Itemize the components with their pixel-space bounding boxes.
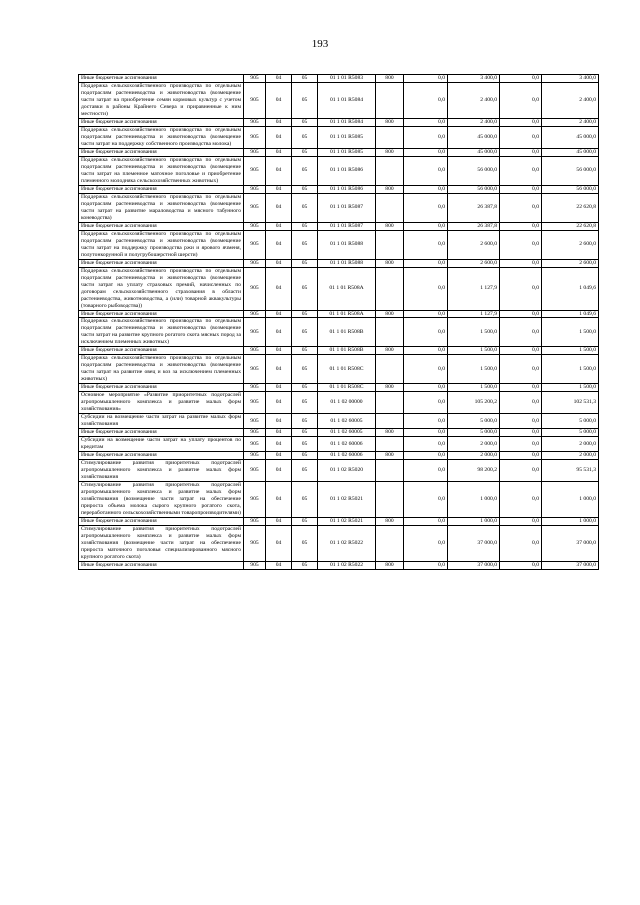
- table-row: [79, 185, 599, 193]
- row-subsection: 05: [292, 318, 318, 347]
- row-value-1: 0,0: [404, 318, 448, 347]
- row-name: Стимулирование развития приоритетных подотраслей агропромышленного комплекса и развитие малых форм хозяйствования (возмещение части затрат на обеспечение прироста маточного поголовья специализированного мясного крупного рогатого скота): [79, 526, 244, 562]
- row-subsection: 05: [292, 561, 318, 569]
- row-value-4: 37 000,0: [542, 526, 599, 562]
- table-row: [79, 156, 599, 185]
- row-section: 04: [266, 230, 292, 259]
- row-expense-type: [376, 460, 404, 482]
- row-value-2: 2 600,0: [448, 259, 500, 267]
- row-value-4: 2 600,0: [542, 230, 599, 259]
- row-section: 04: [266, 310, 292, 318]
- row-section: 04: [266, 482, 292, 518]
- row-value-4: 2 000,0: [542, 452, 599, 460]
- budget-table: [78, 74, 599, 570]
- row-section: 04: [266, 185, 292, 193]
- row-section: 04: [266, 318, 292, 347]
- row-value-3: 0,0: [500, 355, 542, 384]
- row-value-2: 1 127,9: [448, 310, 500, 318]
- row-subsection: 05: [292, 82, 318, 118]
- row-name: Иные бюджетные ассигнования: [79, 561, 244, 569]
- row-value-3: 0,0: [500, 384, 542, 392]
- row-value-2: 1 500,0: [448, 355, 500, 384]
- row-value-2: 37 000,0: [448, 561, 500, 569]
- row-value-4: 2 600,0: [542, 259, 599, 267]
- row-value-4: 3 400,0: [542, 75, 599, 83]
- row-target-article: 01 1 01 R5084: [318, 118, 376, 126]
- table-row: [79, 355, 599, 384]
- row-section: 04: [266, 156, 292, 185]
- row-target-article: 01 1 02 R5022: [318, 561, 376, 569]
- table-row: [79, 518, 599, 526]
- row-subsection: 05: [292, 429, 318, 437]
- row-value-1: 0,0: [404, 392, 448, 414]
- row-value-2: 2 600,0: [448, 230, 500, 259]
- row-value-4: 5 000,0: [542, 429, 599, 437]
- row-target-article: 01 1 01 R508C: [318, 355, 376, 384]
- row-target-article: 01 1 02 R5020: [318, 460, 376, 482]
- row-grbs: 905: [244, 518, 266, 526]
- row-value-4: 22 620,8: [542, 222, 599, 230]
- row-section: 04: [266, 561, 292, 569]
- row-section: 04: [266, 414, 292, 429]
- row-expense-type: 800: [376, 384, 404, 392]
- table-row: [79, 259, 599, 267]
- row-expense-type: [376, 82, 404, 118]
- row-target-article: 01 1 01 R5086: [318, 185, 376, 193]
- row-value-1: 0,0: [404, 355, 448, 384]
- row-expense-type: [376, 193, 404, 222]
- row-value-2: 5 000,0: [448, 414, 500, 429]
- row-value-3: 0,0: [500, 126, 542, 148]
- row-target-article: 01 1 01 R5086: [318, 156, 376, 185]
- row-value-4: 1 049,6: [542, 267, 599, 310]
- row-value-2: 56 000,0: [448, 185, 500, 193]
- row-expense-type: [376, 392, 404, 414]
- row-subsection: 05: [292, 414, 318, 429]
- row-section: 04: [266, 392, 292, 414]
- table-row: [79, 429, 599, 437]
- row-value-1: 0,0: [404, 82, 448, 118]
- row-value-1: 0,0: [404, 518, 448, 526]
- row-target-article: 01 1 02 60005: [318, 429, 376, 437]
- row-value-2: 1 000,0: [448, 482, 500, 518]
- row-name: Иные бюджетные ассигнования: [79, 259, 244, 267]
- row-expense-type: [376, 318, 404, 347]
- row-grbs: 905: [244, 310, 266, 318]
- row-value-1: 0,0: [404, 414, 448, 429]
- row-expense-type: 800: [376, 347, 404, 355]
- row-value-2: 56 000,0: [448, 156, 500, 185]
- row-subsection: 05: [292, 75, 318, 83]
- row-value-1: 0,0: [404, 526, 448, 562]
- row-value-2: 2 400,0: [448, 118, 500, 126]
- row-grbs: 905: [244, 156, 266, 185]
- table-row: [79, 193, 599, 222]
- row-section: 04: [266, 267, 292, 310]
- row-subsection: 05: [292, 193, 318, 222]
- row-subsection: 05: [292, 148, 318, 156]
- row-expense-type: [376, 437, 404, 452]
- row-section: 04: [266, 259, 292, 267]
- row-subsection: 05: [292, 392, 318, 414]
- row-value-2: 1 500,0: [448, 384, 500, 392]
- row-target-article: 01 1 02 60005: [318, 414, 376, 429]
- row-target-article: 01 1 01 R5085: [318, 126, 376, 148]
- row-section: 04: [266, 118, 292, 126]
- row-value-4: 37 000,0: [542, 561, 599, 569]
- row-grbs: 905: [244, 526, 266, 562]
- row-target-article: 01 1 02 R5021: [318, 518, 376, 526]
- table-row: [79, 75, 599, 83]
- row-value-3: 0,0: [500, 148, 542, 156]
- row-value-2: 1 127,9: [448, 267, 500, 310]
- row-name: Субсидии на возмещение части затрат на уплату процентов по кредитам: [79, 437, 244, 452]
- row-value-1: 0,0: [404, 118, 448, 126]
- row-subsection: 05: [292, 526, 318, 562]
- row-grbs: 905: [244, 230, 266, 259]
- row-value-3: 0,0: [500, 185, 542, 193]
- row-value-3: 0,0: [500, 482, 542, 518]
- row-value-2: 5 000,0: [448, 429, 500, 437]
- row-section: 04: [266, 82, 292, 118]
- row-grbs: 905: [244, 193, 266, 222]
- row-expense-type: 800: [376, 429, 404, 437]
- row-expense-type: 800: [376, 118, 404, 126]
- table-row: [79, 222, 599, 230]
- row-name: Иные бюджетные ассигнования: [79, 429, 244, 437]
- row-section: 04: [266, 526, 292, 562]
- row-value-4: 22 620,8: [542, 193, 599, 222]
- row-subsection: 05: [292, 482, 318, 518]
- row-section: 04: [266, 518, 292, 526]
- row-subsection: 05: [292, 518, 318, 526]
- row-value-2: 105 200,2: [448, 392, 500, 414]
- row-value-1: 0,0: [404, 452, 448, 460]
- row-subsection: 05: [292, 126, 318, 148]
- row-expense-type: 800: [376, 310, 404, 318]
- row-subsection: 05: [292, 230, 318, 259]
- row-value-3: 0,0: [500, 230, 542, 259]
- row-value-4: 2 400,0: [542, 82, 599, 118]
- row-value-3: 0,0: [500, 118, 542, 126]
- row-subsection: 05: [292, 452, 318, 460]
- row-value-4: 56 000,0: [542, 185, 599, 193]
- row-grbs: 905: [244, 460, 266, 482]
- row-value-4: 5 000,0: [542, 414, 599, 429]
- row-target-article: 01 1 01 R5088: [318, 230, 376, 259]
- row-value-4: 1 500,0: [542, 384, 599, 392]
- row-value-1: 0,0: [404, 460, 448, 482]
- row-value-4: 2 400,0: [542, 118, 599, 126]
- row-grbs: 905: [244, 185, 266, 193]
- row-value-2: 45 000,0: [448, 126, 500, 148]
- table-row: [79, 414, 599, 429]
- table-row: [79, 118, 599, 126]
- row-value-2: 26 387,8: [448, 193, 500, 222]
- table-row: [79, 526, 599, 562]
- row-subsection: 05: [292, 185, 318, 193]
- row-grbs: 905: [244, 82, 266, 118]
- row-target-article: 01 1 01 R5088: [318, 259, 376, 267]
- row-expense-type: [376, 126, 404, 148]
- row-value-3: 0,0: [500, 267, 542, 310]
- row-value-2: 98 200,2: [448, 460, 500, 482]
- row-name: Иные бюджетные ассигнования: [79, 518, 244, 526]
- row-value-3: 0,0: [500, 75, 542, 83]
- row-value-1: 0,0: [404, 437, 448, 452]
- row-grbs: 905: [244, 384, 266, 392]
- row-value-1: 0,0: [404, 222, 448, 230]
- row-target-article: 01 1 02 60006: [318, 437, 376, 452]
- row-subsection: 05: [292, 355, 318, 384]
- row-value-1: 0,0: [404, 482, 448, 518]
- row-subsection: 05: [292, 118, 318, 126]
- row-subsection: 05: [292, 384, 318, 392]
- row-value-3: 0,0: [500, 222, 542, 230]
- row-grbs: 905: [244, 118, 266, 126]
- row-name: Стимулирование развития приоритетных подотраслей агропромышленного комплекса и развитие малых форм хозяйствования: [79, 460, 244, 482]
- row-grbs: 905: [244, 452, 266, 460]
- row-value-1: 0,0: [404, 429, 448, 437]
- row-name: Поддержка сельскохозяйственного производства по отдельным подотраслям растениеводства и животноводства (возмещение части затрат на поддержку собственного производства молока): [79, 126, 244, 148]
- row-value-2: 26 387,8: [448, 222, 500, 230]
- row-value-1: 0,0: [404, 347, 448, 355]
- table-row: [79, 482, 599, 518]
- row-value-2: 3 400,0: [448, 75, 500, 83]
- row-subsection: 05: [292, 347, 318, 355]
- table-row: [79, 310, 599, 318]
- row-section: 04: [266, 452, 292, 460]
- row-name: Иные бюджетные ассигнования: [79, 452, 244, 460]
- row-value-1: 0,0: [404, 310, 448, 318]
- row-section: 04: [266, 193, 292, 222]
- row-value-3: 0,0: [500, 347, 542, 355]
- row-value-1: 0,0: [404, 185, 448, 193]
- row-value-2: 2 000,0: [448, 452, 500, 460]
- row-subsection: 05: [292, 267, 318, 310]
- row-value-1: 0,0: [404, 230, 448, 259]
- row-value-3: 0,0: [500, 82, 542, 118]
- row-expense-type: [376, 414, 404, 429]
- row-target-article: 01 1 02 60006: [318, 452, 376, 460]
- row-expense-type: [376, 526, 404, 562]
- row-name: Иные бюджетные ассигнования: [79, 384, 244, 392]
- table-row: [79, 318, 599, 347]
- row-grbs: 905: [244, 355, 266, 384]
- row-grbs: 905: [244, 429, 266, 437]
- row-target-article: 01 1 01 R508C: [318, 384, 376, 392]
- row-grbs: 905: [244, 318, 266, 347]
- table-row: [79, 437, 599, 452]
- row-name: Стимулирование развития приоритетных подотраслей агропромышленного комплекса и развитие малых форм хозяйствования (возмещение части затрат на обеспечение прироста объема молока сырого крупного рогатого скота, переработанного сельскохозяйственными товаропроизводителями): [79, 482, 244, 518]
- row-expense-type: 800: [376, 148, 404, 156]
- row-section: 04: [266, 429, 292, 437]
- row-value-2: 45 000,0: [448, 148, 500, 156]
- row-value-4: 1 500,0: [542, 318, 599, 347]
- row-value-1: 0,0: [404, 156, 448, 185]
- row-value-3: 0,0: [500, 429, 542, 437]
- table-row: [79, 384, 599, 392]
- row-expense-type: [376, 355, 404, 384]
- row-name: Субсидии на возмещение части затрат на развитие малых форм хозяйствования: [79, 414, 244, 429]
- row-value-1: 0,0: [404, 148, 448, 156]
- page-number: 193: [311, 38, 329, 50]
- table-row: [79, 392, 599, 414]
- row-value-3: 0,0: [500, 193, 542, 222]
- row-target-article: 01 1 01 R5083: [318, 75, 376, 83]
- table-row: [79, 347, 599, 355]
- row-value-4: 102 531,3: [542, 392, 599, 414]
- row-expense-type: [376, 482, 404, 518]
- row-expense-type: 800: [376, 222, 404, 230]
- row-value-3: 0,0: [500, 156, 542, 185]
- row-grbs: 905: [244, 392, 266, 414]
- row-target-article: 01 1 01 R5087: [318, 193, 376, 222]
- row-value-2: 2 000,0: [448, 437, 500, 452]
- row-name: Поддержка сельскохозяйственного производства по отдельным подотраслям растениеводства и животноводства (возмещение части затрат на приобретение семян кормовых культур с учетом доставки в районы Крайнего Севера и приравненные к ним местности): [79, 82, 244, 118]
- row-name: Основное мероприятие «Развитие приоритетных подотраслей агропромышленного комплекса и развитие малых форм хозяйствования»: [79, 392, 244, 414]
- row-name: Поддержка сельскохозяйственного производства по отдельным подотраслям растениеводства и животноводства (возмещение части затрат на развитие крупного рогатого скота мясных пород за исключением племенных животных): [79, 318, 244, 347]
- table-row: [79, 126, 599, 148]
- row-section: 04: [266, 460, 292, 482]
- row-subsection: 05: [292, 156, 318, 185]
- row-value-1: 0,0: [404, 561, 448, 569]
- row-subsection: 05: [292, 437, 318, 452]
- table-row: [79, 148, 599, 156]
- row-section: 04: [266, 126, 292, 148]
- table-row: [79, 230, 599, 259]
- row-value-2: 2 400,0: [448, 82, 500, 118]
- row-target-article: 01 1 01 R508B: [318, 347, 376, 355]
- row-value-3: 0,0: [500, 259, 542, 267]
- row-value-4: 1 500,0: [542, 347, 599, 355]
- row-name: Поддержка сельскохозяйственного производства по отдельным подотраслям растениеводства и животноводства (возмещение части затрат на развитие мараловодства и мясного табунного коневодства): [79, 193, 244, 222]
- row-value-1: 0,0: [404, 384, 448, 392]
- row-expense-type: 800: [376, 75, 404, 83]
- row-grbs: 905: [244, 126, 266, 148]
- row-value-4: 56 000,0: [542, 156, 599, 185]
- row-value-3: 0,0: [500, 310, 542, 318]
- row-value-4: 45 000,0: [542, 148, 599, 156]
- row-grbs: 905: [244, 222, 266, 230]
- row-section: 04: [266, 222, 292, 230]
- row-section: 04: [266, 75, 292, 83]
- row-section: 04: [266, 148, 292, 156]
- row-value-3: 0,0: [500, 518, 542, 526]
- row-name: Иные бюджетные ассигнования: [79, 222, 244, 230]
- row-name: Иные бюджетные ассигнования: [79, 185, 244, 193]
- row-value-2: 1 000,0: [448, 518, 500, 526]
- row-value-4: 95 531,3: [542, 460, 599, 482]
- row-value-4: 1 500,0: [542, 355, 599, 384]
- table-row: [79, 452, 599, 460]
- row-value-3: 0,0: [500, 561, 542, 569]
- row-value-1: 0,0: [404, 75, 448, 83]
- row-value-1: 0,0: [404, 259, 448, 267]
- row-target-article: 01 1 02 00000: [318, 392, 376, 414]
- row-section: 04: [266, 384, 292, 392]
- row-grbs: 905: [244, 437, 266, 452]
- row-grbs: 905: [244, 267, 266, 310]
- row-name: Иные бюджетные ассигнования: [79, 310, 244, 318]
- row-target-article: 01 1 01 R508A: [318, 310, 376, 318]
- row-subsection: 05: [292, 460, 318, 482]
- row-value-2: 1 500,0: [448, 318, 500, 347]
- row-subsection: 05: [292, 259, 318, 267]
- row-name: Поддержка сельскохозяйственного производства по отдельным подотраслям растениеводства и животноводства (возмещение части затрат на племенное маточное поголовье и приобретение племенного молодняка сельскохозяйственных животных): [79, 156, 244, 185]
- row-value-3: 0,0: [500, 318, 542, 347]
- table-row: [79, 460, 599, 482]
- row-target-article: 01 1 01 R5087: [318, 222, 376, 230]
- row-name: Поддержка сельскохозяйственного производства по отдельным подотраслям растениеводства и животноводства (возмещение части затрат на развитие овец и коз за исключением племенных животных): [79, 355, 244, 384]
- row-name: Иные бюджетные ассигнования: [79, 347, 244, 355]
- row-grbs: 905: [244, 347, 266, 355]
- row-target-article: 01 1 01 R508A: [318, 267, 376, 310]
- row-section: 04: [266, 437, 292, 452]
- row-value-2: 1 500,0: [448, 347, 500, 355]
- row-subsection: 05: [292, 222, 318, 230]
- row-target-article: 01 1 02 R5021: [318, 482, 376, 518]
- row-value-4: 1 000,0: [542, 518, 599, 526]
- row-section: 04: [266, 347, 292, 355]
- row-expense-type: [376, 230, 404, 259]
- row-expense-type: 800: [376, 452, 404, 460]
- row-grbs: 905: [244, 414, 266, 429]
- row-target-article: 01 1 01 R5085: [318, 148, 376, 156]
- row-value-2: 37 000,0: [448, 526, 500, 562]
- row-grbs: 905: [244, 75, 266, 83]
- row-grbs: 905: [244, 561, 266, 569]
- row-expense-type: 800: [376, 259, 404, 267]
- row-target-article: 01 1 02 R5022: [318, 526, 376, 562]
- row-name: Поддержка сельскохозяйственного производства по отдельным подотраслям растениеводства и животноводства (возмещение части затрат на поддержку производства ржи и ярового ячменя, полутонкорунной и полугрубошерстной шерсти): [79, 230, 244, 259]
- row-section: 04: [266, 355, 292, 384]
- row-value-3: 0,0: [500, 437, 542, 452]
- row-expense-type: [376, 267, 404, 310]
- row-value-3: 0,0: [500, 414, 542, 429]
- row-value-4: 1 049,6: [542, 310, 599, 318]
- table-row: [79, 561, 599, 569]
- row-value-1: 0,0: [404, 126, 448, 148]
- row-value-4: 1 000,0: [542, 482, 599, 518]
- row-grbs: 905: [244, 148, 266, 156]
- row-subsection: 05: [292, 310, 318, 318]
- row-value-3: 0,0: [500, 452, 542, 460]
- row-name: Поддержка сельскохозяйственного производства по отдельным подотраслям растениеводства и животноводства (возмещение части затрат на уплату страховых премий, начисленных по договорам сельскохозяйственного страхования в области растениеводства, животноводства, а (или) товарной аквакультуры (товарного рыбоводства)): [79, 267, 244, 310]
- row-expense-type: [376, 156, 404, 185]
- row-grbs: 905: [244, 259, 266, 267]
- row-value-3: 0,0: [500, 460, 542, 482]
- row-value-4: 2 000,0: [542, 437, 599, 452]
- row-value-1: 0,0: [404, 267, 448, 310]
- row-value-3: 0,0: [500, 392, 542, 414]
- table-row: [79, 267, 599, 310]
- row-value-3: 0,0: [500, 526, 542, 562]
- row-expense-type: 800: [376, 561, 404, 569]
- row-target-article: 01 1 01 R508B: [318, 318, 376, 347]
- row-value-4: 45 000,0: [542, 126, 599, 148]
- row-name: Иные бюджетные ассигнования: [79, 75, 244, 83]
- table-row: [79, 82, 599, 118]
- row-expense-type: 800: [376, 518, 404, 526]
- row-name: Иные бюджетные ассигнования: [79, 148, 244, 156]
- row-name: Иные бюджетные ассигнования: [79, 118, 244, 126]
- row-grbs: 905: [244, 482, 266, 518]
- row-expense-type: 800: [376, 185, 404, 193]
- row-target-article: 01 1 01 R5084: [318, 82, 376, 118]
- row-value-1: 0,0: [404, 193, 448, 222]
